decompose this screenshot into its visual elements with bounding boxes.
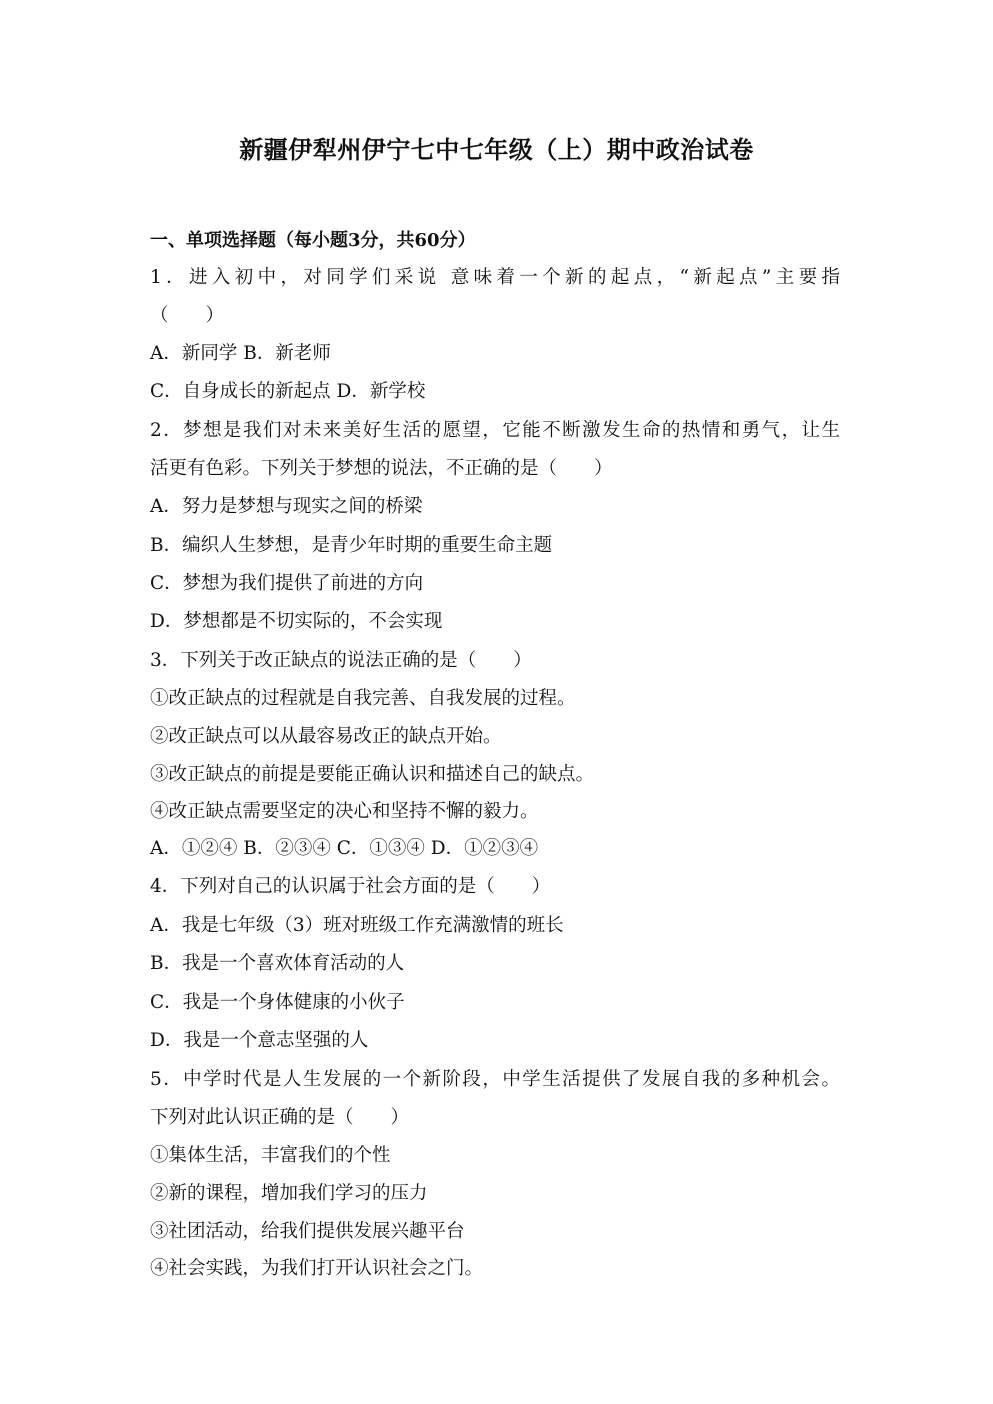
question-statement: ①改正缺点的过程就是自我完善、自我发展的过程。 <box>150 688 576 709</box>
question-statement: ②新的课程，增加我们学习的压力 <box>150 1183 428 1204</box>
question-line: 2．梦想是我们对未来美好生活的愿望，它能不断激发生命的热情和勇气，让生 <box>150 420 840 441</box>
question-line: 3．下列关于改正缺点的说法正确的是（ ） <box>150 650 532 671</box>
question-line: 5．中学时代是人生发展的一个新阶段，中学生活提供了发展自我的多种机会。 <box>150 1069 840 1090</box>
question-option: C．我是一个身体健康的小伙子 <box>150 992 405 1013</box>
question-statement: ④改正缺点需要坚定的决心和坚持不懈的毅力。 <box>150 801 539 822</box>
question-option: C．梦想为我们提供了前进的方向 <box>150 573 424 594</box>
question-line: 下列对此认识正确的是（ ） <box>150 1107 410 1128</box>
question-statement: ③社团活动，给我们提供发展兴趣平台 <box>150 1221 465 1242</box>
question-option: B．编织人生梦想，是青少年时期的重要生命主题 <box>150 535 553 556</box>
question-line: 1．进入初中，对同学们采说 意味着一个新的起点，“新起点”主要指 <box>150 267 840 288</box>
question-line: （ ） <box>150 305 225 326</box>
question-statement: ③改正缺点的前提是要能正确认识和描述自己的缺点。 <box>150 764 595 785</box>
question-option: B．我是一个喜欢体育活动的人 <box>150 953 405 974</box>
question-option: C．自身成长的新起点 D．新学校 <box>150 381 426 402</box>
question-option: A．新同学 B．新老师 <box>150 343 331 364</box>
question-line: 活更有色彩。下列关于梦想的说法，不正确的是（ ） <box>150 458 613 479</box>
question-statement: ②改正缺点可以从最容易改正的缺点开始。 <box>150 726 502 747</box>
question-option: A．努力是梦想与现实之间的桥梁 <box>150 496 423 517</box>
question-option: A．我是七年级（3）班对班级工作充满激情的班长 <box>150 915 564 936</box>
question-statement: ④社会实践，为我们打开认识社会之门。 <box>150 1258 484 1279</box>
question-statement: ①集体生活，丰富我们的个性 <box>150 1145 391 1166</box>
question-line: 4．下列对自己的认识属于社会方面的是（ ） <box>150 876 551 897</box>
exam-title: 新疆伊犁州伊宁七中七年级（上）期中政治试卷 <box>239 135 754 164</box>
question-option: A．①②④ B．②③④ C．①③④ D．①②③④ <box>150 838 539 859</box>
section-heading: 一、单项选择题（每小题3分，共60分） <box>150 230 476 251</box>
question-option: D．梦想都是不切实际的，不会实现 <box>150 611 443 632</box>
question-option: D．我是一个意志坚强的人 <box>150 1030 369 1051</box>
